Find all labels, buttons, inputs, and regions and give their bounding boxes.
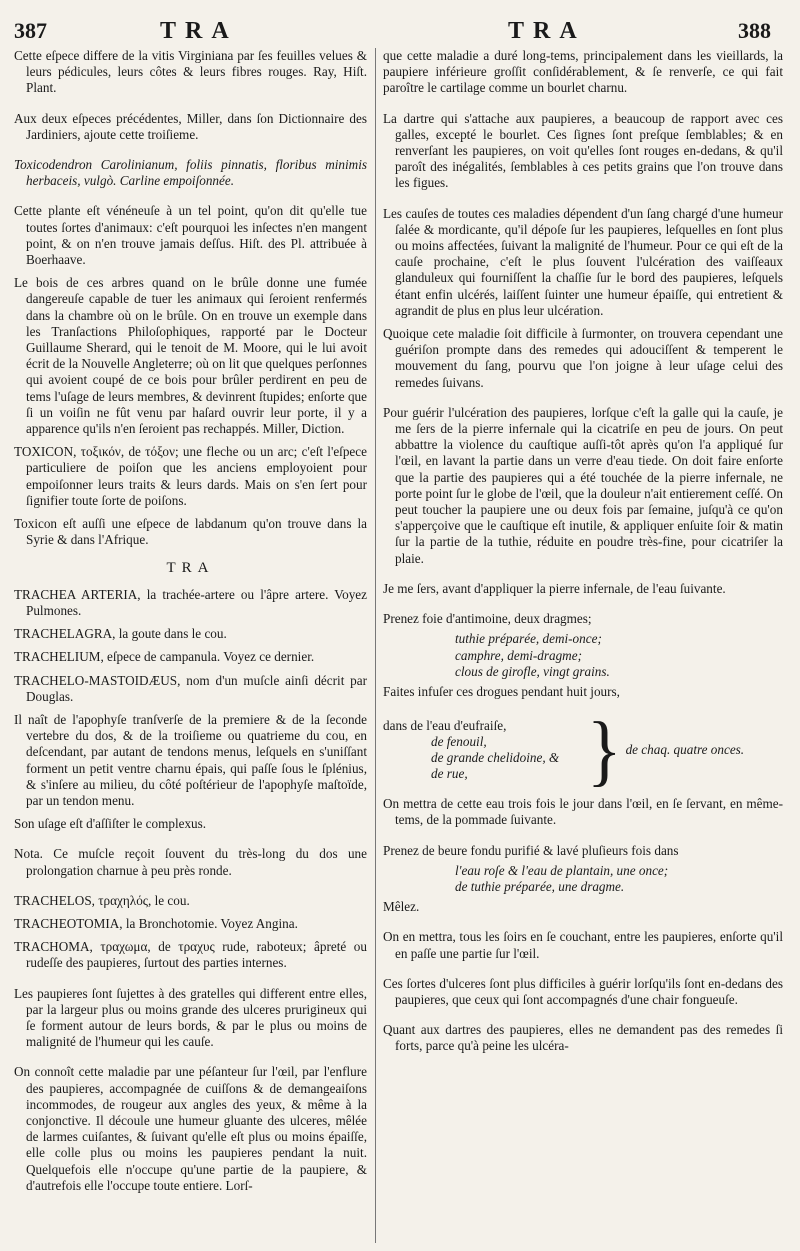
curly-brace-icon: } <box>587 706 622 795</box>
left-paragraph: Toxicon eſt auſſi une eſpece de labdanum qu'on trouve dans la Syrie & dans l'Afrique. <box>14 516 367 548</box>
brace-line: de fenouil, <box>431 733 487 749</box>
right-paragraph: Mêlez. <box>383 899 420 915</box>
right-paragraph: On mettra de cette eau trois fois le jour dans l'œil, en ſe ſervant, en même-tems, de la pommade ſuivante. <box>383 796 783 828</box>
brace-line: dans de l'eau d'eufraiſe, <box>383 717 507 733</box>
recipe-line: de tuthie préparée, une dragme. <box>455 878 625 894</box>
recipe-line: tuthie préparée, demi-once; <box>455 631 602 647</box>
right-paragraph: Quoique cete maladie ſoit difficile à ſurmonter, on trouvera cependant une guériſon prompte dans des remedes qui adouciſſent & temperent le mouvement du ſang, pourvu que l'on joigne à leur uſage celui des remedes ſuivans. <box>383 326 783 390</box>
left-paragraph: Le bois de ces arbres quand on le brûle donne une fumée dangereuſe capable de tuer les animaux qui ſeroient renfermés dans la chambre où on le brûle. On en trouve un exemple dans les Tranſactions Philoſophiques, rapporté par le Docteur Guillaume Sherard, qui le tenoit de M. Moore, qui le lui avoit écrit de la Nouvelle Angleterre; où on lit que quelques perſonnes qui avoient coupé de ce bois pour brûler perdirent en peu de tems l'uſage de leurs membres, & devinrent ſtupides; enſorte que ſi un voiſin ne fût venu par haſard ouvrir leur porte, il y a apparence qu'ils n'en ſeroient pas rechappés. Miller, Diction. <box>14 275 367 437</box>
right-paragraph: On en mettra, tous les ſoirs en ſe couchant, entre les paupieres, enſorte qu'il en paſſe une partie ſur l'œil. <box>383 929 783 961</box>
left-paragraph: TRACHELOS, τραχηλός, le cou. <box>14 892 190 908</box>
right-paragraph: La dartre qui s'attache aux paupieres, a beaucoup de rapport avec ces galles, excepté le bourlet. Ces ſignes ſont preſque ſemblables; & en renverſant les paupieres, on voit qu'elles ſont rouges en-dedans, & qu'il paroît des inégalités, ſemblables à ces petits grains que l'on trouve dans les figues. <box>383 110 783 191</box>
recipe-line: l'eau roſe & l'eau de plantain, une once; <box>455 862 669 878</box>
column-divider <box>375 48 376 1243</box>
right-paragraph: Quant aux dartres des paupieres, elles ne demandent pas des remedes ſi forts, parce qu'à peine les ulcéra- <box>383 1022 783 1054</box>
recipe-line: camphre, demi-dragme; <box>455 647 582 663</box>
left-paragraph: TRACHEA ARTERIA, la trachée-artere ou l'âpre artere. Voyez Pulmones. <box>14 586 367 618</box>
left-paragraph: TRACHEOTOMIA, la Bronchotomie. Voyez Angina. <box>14 915 298 931</box>
left-paragraph: Nota. Ce muſcle reçoit ſouvent du très-long du dos une prolongation charnue à peu près ronde. <box>14 846 367 878</box>
left-paragraph: On connoît cette maladie par une péſanteur ſur l'œil, par l'enflure des paupieres, accompagnée de cuiſſons & de demangeaiſons incommodes, de rougeur aux angles des yeux, & même à la conjonctive. Il découle une humeur gluante des ulceres, mêlée de larmes cuiſantes, & ſuivant qu'elle eſt plus ou moins épaiſſe, elle colle plus ou moins les paupieres pendant la nuit. Quelquefois elle n'occupe qu'une partie de la paupiere, & d'autrefois elle l'occupe toute entiere. Lorſ- <box>14 1064 367 1193</box>
left-paragraph: Il naît de l'apophyſe tranſverſe de la premiere & de la ſeconde vertebre du dos, & de la troiſieme ou quatrieme du cou, en deſcendant, par autant de tendons menus, leſquels en s'uniſſant forment un petit ventre charnu épais, qui paſſe ſous le ſplénius, & s'inſere au milieu, du côté poſtérieur de l'apophyſe maſtoïde, par un tendon menu. <box>14 711 367 808</box>
brace-line: de grande chelidoine, & <box>431 750 560 766</box>
brace-line: de rue, <box>431 766 468 782</box>
right-paragraph: que cette maladie a duré long-tems, principalement dans les vieillards, la paupiere inférieure groſſit conſidérablement, & ſe renverſe, ce qui fait paroître le cartilage comme un bourlet charnu. <box>383 48 783 96</box>
right-paragraph: Ces ſortes d'ulceres ſont plus difficiles à guérir lorſqu'ils ſont en-dedans des paupieres, que ceux qui ſont accompagnés d'une chair fongueuſe. <box>383 975 783 1007</box>
section-heading: TRA <box>166 560 215 577</box>
page-number-right: 388 <box>738 18 771 43</box>
right-paragraph: Pour guérir l'ulcération des paupieres, lorſque c'eſt la galle qui la cauſe, je me ſers de la pierre infernale qui la cicatriſe en peu de jours. On peut abbattre la violence du cauſtique auſſi-tôt après qu'on l'a appliqué ſur l'œil, en lavant la partie dans un verre d'eau tiede. On doit faire enſorte que la partie des paupieres qui a été touchée de la pierre infernale, ne porte point ſur le globe de l'œil, que la douleur n'ait entierement ceſſé. On peut toucher la paupiere une ou deux fois par ſemaine, juſqu'à ce qu'on s'apperçoive que le cauſtique eſt inutile, & appliquer enſuite ſoir & matin ſur la partie de la tuthie, réduite en poudre très-fine, pour cicatriſer la plaie. <box>383 404 783 566</box>
left-paragraph: Cette plante eſt vénéneuſe à un tel point, qu'on dit qu'elle tue toutes ſortes d'animaux: c'eſt pourquoi les inſectes n'en mangent point, & on n'en trouve jamais deſſus. Hiſt. des Pl. attribuée à Boerhaave. <box>14 203 367 268</box>
running-head-right: TRA <box>508 18 586 44</box>
left-paragraph: TRACHOMA, τραχωμα, de τραχυς rude, raboteux; âpreté ou rudeſſe des paupieres, ſurtout des parties internes. <box>14 939 367 971</box>
left-paragraph: Toxicodendron Carolinianum, foliis pinnatis, floribus minimis herbaceis, vulgò. Carline empoiſonnée. <box>14 157 367 189</box>
left-paragraph: Aux deux eſpeces précédentes, Miller, dans ſon Dictionnaire des Jardiniers, ajoute cette troiſieme. <box>14 110 367 142</box>
left-paragraph: Son uſage eſt d'aſſiſter le complexus. <box>14 816 207 832</box>
left-paragraph: TOXICON, τοξικόν, de τόξον; une fleche ou un arc; c'eſt l'eſpece particuliere de poiſon que les anciens employoient pour empoiſonner leurs traits & leurs dards. Mais on s'en ſert pour ſignifier toute ſorte de poiſons. <box>14 444 367 508</box>
infuse-instruction: Faites infuſer ces drogues pendant huit jours, <box>383 683 620 699</box>
page-number-left: 387 <box>14 18 47 43</box>
recipe-lead-2: Prenez de beure fondu purifié & lavé pluſieurs fois dans <box>383 842 679 858</box>
brace-ingredients <box>383 706 783 795</box>
left-column <box>14 48 367 1243</box>
recipe-lead: Prenez foie d'antimoine, deux dragmes; <box>383 611 592 627</box>
left-paragraph: Les paupieres ſont ſujettes à des gratelles qui different entre elles, par la largeur plus ou moins grande des ulceres prurigineux qui ſe forment autour de leurs bords, & par le plus ou moins de malignité de l'humeur qui les cauſe. <box>14 985 367 1050</box>
running-head-left: TRA <box>160 18 238 44</box>
left-paragraph: TRACHELAGRA, la goute dans le cou. <box>14 626 227 642</box>
left-paragraph: TRACHELO-MASTOIDÆUS, nom d'un muſcle ainſi décrit par Douglas. <box>14 672 367 704</box>
right-paragraph: Les cauſes de toutes ces maladies dépendent d'un ſang chargé d'une humeur ſalée & mordicante, qu'il dépoſe ſur les paupieres, leſquelles en ſont plus ou moins affectées, ſuivant la malignité de l'humeur. Pour ce qui eſt de la cauſe prochaine, c'eſt le plus ſouvent l'ulcération des vaiſſeaux glanduleux qui fourniſſent la chaſſie ſur le bord des paupieres, leſquels étant enfin ulcérés, laiſſent ſuinter une humeur épaiſſe, qui entretient & agrandit de plus en plus leur ulcération. <box>383 205 783 318</box>
brace-quantity: de chaq. quatre onces. <box>625 742 745 757</box>
left-paragraph: Cette eſpece differe de la vitis Virginiana par ſes feuilles velues & leurs pédicules, leurs côtes & leurs fibres rouges. Ray, Hiſt. Plant. <box>14 48 367 96</box>
right-column <box>383 48 783 1243</box>
recipe-line: clous de girofle, vingt grains. <box>455 663 610 679</box>
right-paragraph: Je me ſers, avant d'appliquer la pierre infernale, de l'eau ſuivante. <box>383 580 726 596</box>
left-paragraph: TRACHELIUM, eſpece de campanula. Voyez ce dernier. <box>14 649 315 665</box>
